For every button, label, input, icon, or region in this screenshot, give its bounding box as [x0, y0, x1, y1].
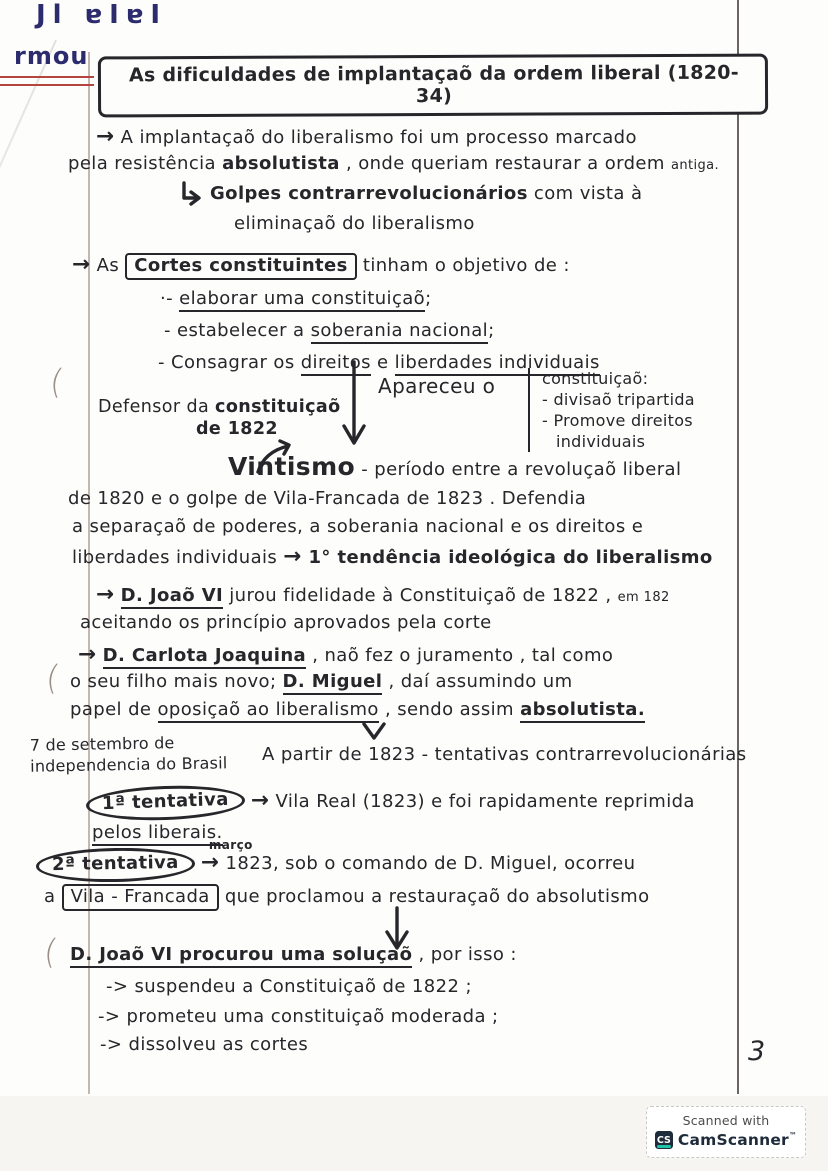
vintismo-line-3: a separaçaõ de poderes, a soberania nacional e os direitos e: [72, 516, 644, 537]
right-arrow-icon: →: [96, 582, 115, 607]
joao-line-3: → D. Carlota Joaquina , naõ fez o juramento , tal como: [78, 642, 614, 667]
tentativa-1-line-2: pelos liberais.: [92, 822, 223, 844]
solution-heading: D. Joaõ VI procurou uma soluçaõ , por isso :: [70, 944, 517, 966]
left-margin-line: [88, 52, 90, 1094]
tentativa-2-line-2: a Vila - Francada que proclamou a restauraçaõ do absolutismo: [44, 884, 650, 911]
cortes-lead: → As Cortes constituintes tinham o objetivo de :: [72, 252, 570, 280]
solution-item-1: -> suspendeu a Constituiçaõ de 1822 ;: [106, 976, 472, 997]
page-title: As dificuldades de implantaçaõ da ordem liberal (1820-34): [98, 54, 768, 118]
vintismo-line-1: Vintismo - período entre a revoluçaõ liberal: [228, 452, 682, 481]
camscanner-icon: CS: [655, 1131, 673, 1149]
right-rule-line: [737, 0, 739, 1094]
binder-ring-mark: (: [41, 931, 60, 973]
marco-superscript: março: [208, 838, 253, 852]
cortes-bullet-3: - Consagrar os direitos e liberdades individuais: [158, 352, 600, 374]
binder-ring-mark: (: [43, 657, 62, 699]
tentativa-2-badge: 2ª tentativa: [36, 847, 195, 883]
diagram-left-label: Defensor da constituiçaõ: [98, 397, 341, 417]
cortes-bullet-2: - estabelecer a soberania nacional;: [164, 320, 495, 342]
intro-line-1: → A implantaçaõ do liberalismo foi um processo marcado: [96, 124, 637, 149]
solution-item-2: -> prometeu uma constituiçaõ moderada ;: [98, 1006, 499, 1027]
joao-line-5: papel de oposiçaõ ao liberalismo , sendo assim absolutista.: [70, 699, 645, 721]
bleed-through-scribble: Jl ɐIɐI: [36, 0, 168, 30]
right-arrow-icon: →: [283, 544, 302, 569]
vintismo-line-4: liberdades individuais → 1° tendência ideológica do liberalismo: [72, 544, 713, 569]
intro-line-3: Golpes contrarrevolucionários com vista à: [178, 183, 642, 205]
red-double-underline: [0, 76, 94, 86]
cortes-constituintes-box: Cortes constituintes: [125, 253, 357, 280]
tentativa-2-row: 2ª tentativa → março 1823, sob o comando de D. Miguel, ocorreu: [36, 848, 635, 882]
binder-ring-mark: (: [47, 361, 66, 403]
diagram-left-label-2: de 1822: [196, 419, 278, 439]
right-arrow-icon: →: [72, 252, 91, 277]
tentativa-1-badge: 1ª tentativa: [85, 783, 245, 822]
partir-1823-line: A partir de 1823 - tentativas contrarrevolucionárias: [262, 744, 747, 765]
vila-francada-box: Vila - Francada: [62, 884, 219, 911]
intro-line-4: eliminaçaõ do liberalismo: [234, 213, 475, 234]
right-arrow-icon: →: [78, 642, 97, 667]
scanned-with-label: Scanned with: [682, 1113, 770, 1128]
brasil-margin-note: 7 de setembro de independencia do Brasil: [29, 733, 228, 776]
intro-line-2: pela resistência absolutista , onde queriam restaurar a ordem antiga.: [68, 153, 720, 174]
camscanner-badge: [646, 1106, 806, 1158]
diagram-center-label: Apareceu o: [378, 374, 496, 398]
trademark-symbol: ™: [788, 1131, 798, 1140]
down-arrow-icon: [340, 362, 368, 458]
constituicao-side-note: constituiçaõ: - divisaõ tripartida - Promove direitos individuais: [528, 368, 747, 452]
joao-line-1: → D. Joaõ VI jurou fidelidade à Constituiçaõ de 1822 , em 182: [96, 582, 670, 607]
right-arrow-icon: →: [250, 788, 270, 813]
vintismo-line-2: de 1820 e o golpe de Vila-Francada de 1823 . Defendia: [68, 488, 587, 509]
right-arrow-icon: → março: [200, 838, 253, 875]
joao-line-4: o seu filho mais novo; D. Miguel , daí assumindo um: [70, 671, 573, 693]
elbow-arrow-icon: [176, 181, 206, 207]
cortes-bullet-1: ·- elaborar uma constituiçaõ;: [160, 288, 432, 310]
tentativa-1-row: 1ª tentativa → Vila Real (1823) e foi rapidamente reprimida: [86, 786, 695, 820]
joao-line-2: aceitando os princípio aprovados pela corte: [80, 612, 492, 633]
solution-item-3: -> dissolveu as cortes: [100, 1034, 309, 1055]
camscanner-brand: CamScanner™: [677, 1131, 798, 1149]
margin-word: rmou: [14, 42, 89, 70]
right-arrow-icon: →: [96, 124, 115, 149]
page-number: 3: [748, 1036, 766, 1067]
